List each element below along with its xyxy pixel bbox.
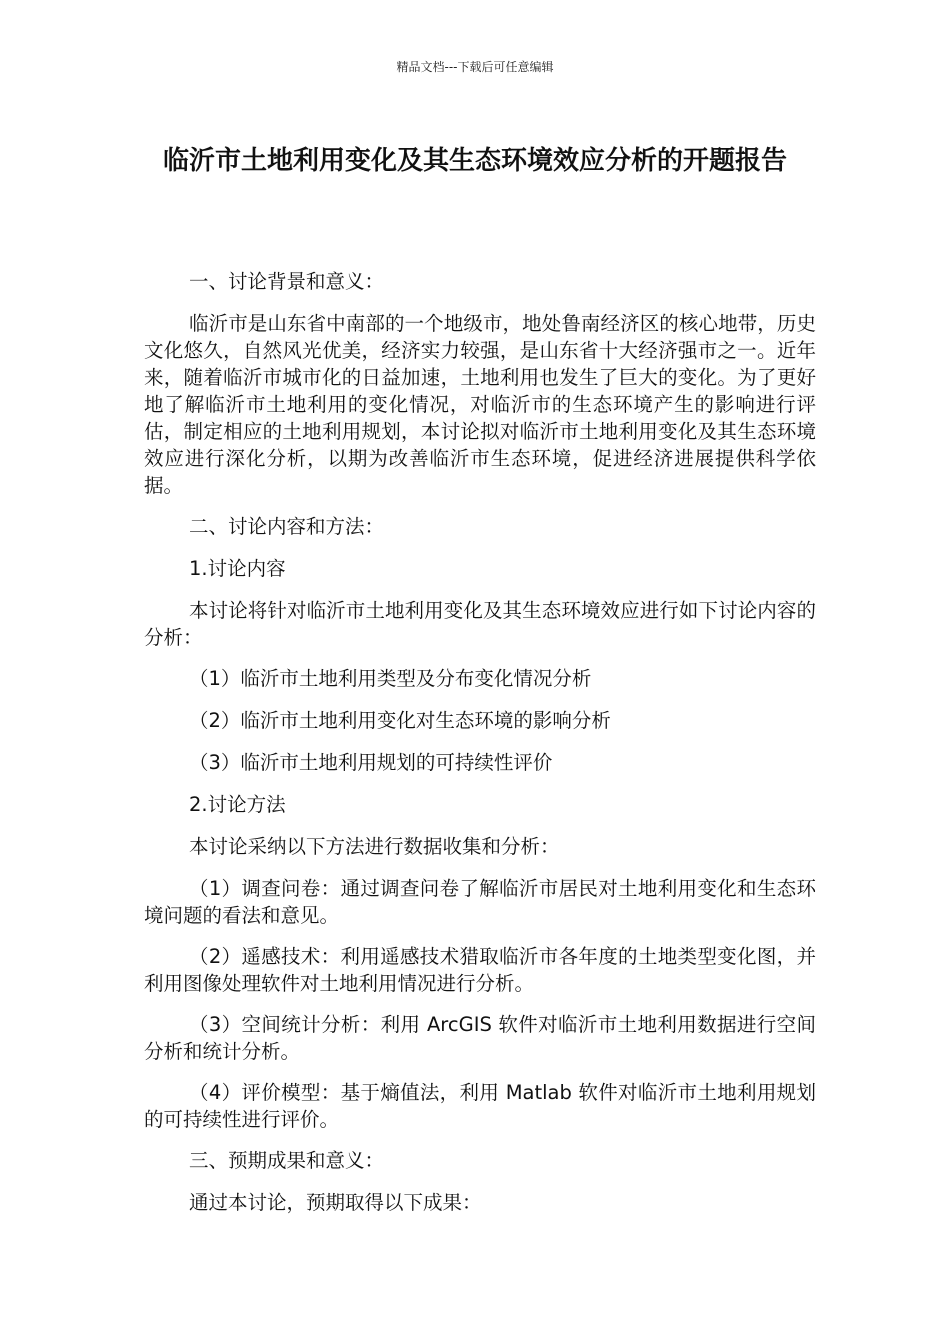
section-heading-content-methods: 二、讨论内容和方法：: [189, 515, 385, 538]
paragraph-results-intro: 通过本讨论，预期取得以下成果：: [189, 1191, 482, 1214]
document-body: [144, 268, 816, 1231]
method-item-1: （1）调查问卷：通过调查问卷了解临沂市居民对土地利用变化和生态环境问题的看法和意见。: [144, 877, 816, 927]
paragraph-background: 临沂市是山东省中南部的一个地级市，地处鲁南经济区的核心地带，历史文化悠久，自然风光优美，经济实力较强，是山东省十大经济强市之一。近年来，随着临沂市城市化的日益加速，土地利用也发生了巨大的变化。为了更好地了解临沂市土地利用的变化情况，对临沂市的生态环境产生的影响进行评估，制定相应的土地利用规划，本讨论拟对临沂市土地利用变化及其生态环境效应进行深化分析，以期为改善临沂市生态环境，促进经济进展提供科学依据。: [144, 312, 816, 497]
section-heading-background: 一、讨论背景和意义：: [189, 270, 385, 293]
content-item-3: （3）临沂市土地利用规划的可持续性评价: [189, 751, 553, 774]
document-title: 临沂市土地利用变化及其生态环境效应分析的开题报告: [162, 146, 787, 176]
method-item-2: （2）遥感技术：利用遥感技术猎取临沂市各年度的土地类型变化图，并利用图像处理软件对土地利用情况进行分析。: [144, 945, 816, 995]
page-header: 精品文档---下载后可任意编辑: [396, 60, 554, 74]
subheading-research-content: 1.讨论内容: [189, 557, 286, 580]
subheading-research-methods: 2.讨论方法: [189, 793, 286, 816]
paragraph-content-intro: 本讨论将针对临沂市土地利用变化及其生态环境效应进行如下讨论内容的分析：: [144, 599, 816, 649]
content-item-2: （2）临沂市土地利用变化对生态环境的影响分析: [189, 709, 611, 732]
method-item-4: （4）评价模型：基于熵值法，利用 Matlab 软件对临沂市土地利用规划的可持续性进行评价。: [144, 1081, 816, 1131]
content-item-1: （1）临沂市土地利用类型及分布变化情况分析: [189, 667, 592, 690]
section-heading-expected-results: 三、预期成果和意义：: [189, 1149, 385, 1172]
paragraph-methods-intro: 本讨论采纳以下方法进行数据收集和分析：: [189, 835, 560, 858]
method-item-3: （3）空间统计分析：利用 ArcGIS 软件对临沂市土地利用数据进行空间分析和统计分析。: [144, 1013, 816, 1063]
